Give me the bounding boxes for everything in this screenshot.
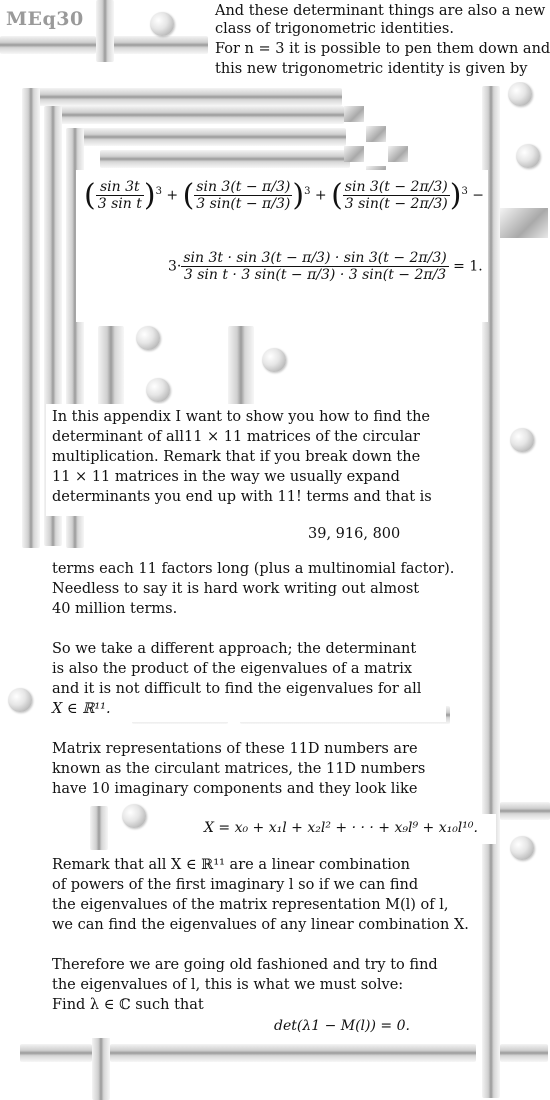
- therefore-line: Find λ ∈ ℂ such that: [52, 997, 204, 1013]
- appendix-panel: [46, 404, 436, 516]
- decor-knob: [508, 82, 532, 106]
- decor-knob: [136, 326, 160, 350]
- identity-panel: [76, 170, 488, 322]
- decor-bar: [108, 36, 208, 54]
- identity-line-2: 3· $\frac{\sin 3t \cdot \sin 3(t - \pi/3) \cdot \sin 3(t - 2\pi/3)}{\text{3 sin t · 3 sin(t − π/3) · 3 sin(t − 2π/3}}$ = 1.: [168, 250, 483, 283]
- fraction: $\frac{\sin 3t}{\text{3 sin t}}$: [97, 179, 142, 212]
- decor-bar: [22, 88, 40, 548]
- remark-panel: [46, 852, 469, 938]
- intro-line: For n = 3 it is possible to pen them down and: [215, 41, 550, 57]
- approach-line: is also the product of the eigenvalues of a matrix: [52, 661, 413, 677]
- decor-knob: [516, 144, 540, 168]
- fraction: $\frac{\sin 3(t - 2\pi/3)}{3 \sin(t - 2\pi/3)}$: [344, 179, 448, 212]
- decor-tile: [344, 146, 364, 162]
- matrix-rep-line: Matrix representations of these 11D numbers are: [52, 741, 418, 757]
- decor-bar: [482, 1060, 500, 1098]
- number-equation-panel: [196, 814, 496, 844]
- decor-bar: [500, 802, 550, 820]
- decor-tile: [344, 106, 364, 122]
- logo-mark: MEq30: [6, 8, 84, 30]
- decor-knob: [510, 836, 534, 860]
- decor-bar: [22, 88, 342, 106]
- decor-bar: [0, 36, 96, 54]
- appendix-line: determinant of all11 × 11 matrices of the circular: [52, 429, 420, 445]
- therefore-panel: [46, 952, 466, 1038]
- intro-line: this new trigonometric identity is given by: [215, 61, 528, 77]
- appendix-line: In this appendix I want to show you how to find the: [52, 409, 430, 425]
- intro-line: And these determinant things are also a new: [215, 3, 546, 19]
- therefore-line: Therefore we are going old fashioned and try to find: [52, 957, 438, 973]
- decor-bar: [100, 150, 350, 168]
- decor-bar: [44, 106, 344, 124]
- decor-tile: [366, 126, 386, 142]
- appendix-line: determinants you end up with 11! terms and that is: [52, 489, 432, 505]
- appendix-line: 40 million terms.: [52, 601, 178, 617]
- decor-bar: [96, 0, 114, 62]
- decor-tile: [500, 208, 548, 238]
- determinant-equation: det(λ1 − M(l)) = 0.: [274, 1018, 410, 1034]
- fraction: $\frac{\sin 3t \cdot \sin 3(t - \pi/3) \cdot \sin 3(t - 2\pi/3)}{\text{3 sin t · 3 sin(t − π/3) · 3 sin(t − 2π/3}}$: [183, 250, 447, 283]
- decor-knob: [122, 804, 146, 828]
- matrix-rep-line: known as the circulant matrices, the 11D numbers: [52, 761, 426, 777]
- remark-line: the eigenvalues of the matrix representation M(l) of l,: [52, 897, 449, 913]
- decor-bar: [20, 1044, 92, 1062]
- approach-line: and it is not difficult to find the eigenvalues for all: [52, 681, 422, 697]
- decor-tile: [388, 146, 408, 162]
- count-panel: [300, 520, 420, 548]
- term-count: 39, 916, 800: [308, 526, 401, 542]
- appendix-after-panel: [46, 556, 455, 622]
- decor-knob: [150, 12, 174, 36]
- intro-line: class of trigonometric identities.: [215, 21, 454, 37]
- decor-bar: [90, 806, 108, 850]
- appendix-line: 11 × 11 matrices in the way we usually expand: [52, 469, 400, 485]
- decor-knob: [146, 378, 170, 402]
- remark-line: of powers of the first imaginary l so if we can find: [52, 877, 419, 893]
- decor-bar: [110, 1044, 476, 1062]
- identity-line-1: ( $\frac{\sin 3t}{\text{3 sin t}}$ )$^3$ + ( $\frac{\sin 3(t - \pi/3)}{3 \sin(t - \pi/3)}$ )$^3$ + ( $\frac{\sin 3(t - 2\pi/3)}{3 \sin(t - 2\pi/3)}$ )$^3$ −: [84, 178, 485, 213]
- appendix-line: multiplication. Remark that if you break down the: [52, 449, 421, 465]
- fraction: $\frac{\sin 3(t - \pi/3)}{3 \sin(t - \pi/3)}$: [196, 179, 291, 212]
- remark-line: we can find the eigenvalues of any linear combination X.: [52, 917, 469, 933]
- therefore-line: the eigenvalues of l, this is what we must solve:: [52, 977, 404, 993]
- decor-knob: [262, 348, 286, 372]
- appendix-line: Needless to say it is hard work writing out almost: [52, 581, 420, 597]
- decor-bar: [66, 128, 346, 146]
- matrix-rep-line: have 10 imaginary components and they look like: [52, 781, 418, 797]
- remark-line: Remark that all X ∈ ℝ¹¹ are a linear combination: [52, 857, 410, 873]
- appendix-line: terms each 11 factors long (plus a multinomial factor).: [52, 561, 455, 577]
- decor-knob: [8, 688, 32, 712]
- approach-line: So we take a different approach; the determinant: [52, 641, 417, 657]
- intro-panel: [210, 0, 550, 82]
- matrix-rep-panel: [46, 736, 436, 802]
- decor-knob: [510, 428, 534, 452]
- number-equation: X = x₀ + x₁l + x₂l² + · · · + x₉l⁹ + x₁₀l¹⁰.: [204, 820, 478, 836]
- decor-bar: [500, 1044, 548, 1062]
- approach-line: X ∈ ℝ¹¹.: [52, 701, 111, 717]
- approach-panel: [46, 636, 446, 722]
